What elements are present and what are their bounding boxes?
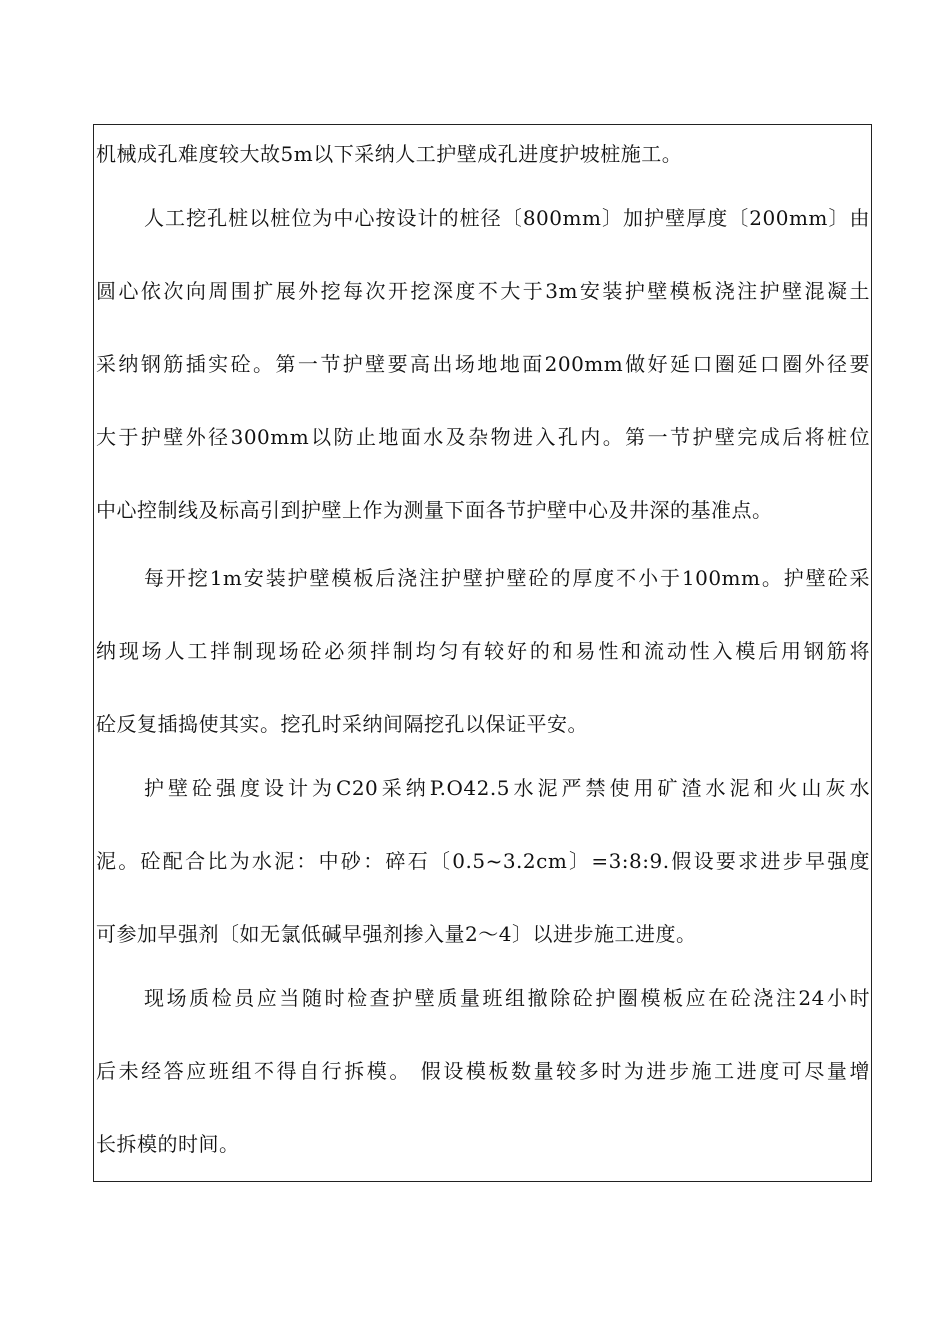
text-line: 采纳钢筋插实砼。第一节护壁要高出场地地面200mm做好延口圈延口圈外径要: [96, 352, 870, 376]
text-line: 纳现场人工拌制现场砼必须拌制均匀有较好的和易性和流动性入模后用钢筋将: [96, 639, 870, 663]
paragraph-start-line: 现场质检员应当随时检查护壁质量班组撤除砼护圈模板应在砼浇注24小时: [144, 986, 870, 1010]
text-line: 中心控制线及标高引到护壁上作为测量下面各节护壁中心及井深的基准点。: [96, 498, 773, 522]
paragraph-start-line: 人工挖孔桩以桩位为中心按设计的桩径〔800mm〕加护壁厚度〔200mm〕由: [144, 206, 870, 230]
text-line: 圆心依次向周围扩展外挖每次开挖深度不大于3m安装护壁模板浇注护壁混凝土: [96, 279, 870, 303]
text-line: 可参加早强剂〔如无氯低碱早强剂掺入量2～4〕以进步施工进度。: [96, 922, 697, 946]
paragraph-start-line: 护壁砼强度设计为C20采纳P.O42.5水泥严禁使用矿渣水泥和火山灰水: [144, 776, 870, 800]
text-line: 砼反复插捣使其实。挖孔时采纳间隔挖孔以保证平安。: [96, 712, 588, 736]
text-line: 大于护壁外径300mm以防止地面水及杂物进入孔内。第一节护壁完成后将桩位: [96, 425, 870, 449]
text-line: 机械成孔难度较大故5m以下采纳人工护壁成孔进度护坡桩施工。: [96, 142, 683, 166]
text-line: 长拆模的时间。: [96, 1132, 240, 1156]
paragraph-start-line: 每开挖1m安装护壁模板后浇注护壁护壁砼的厚度不小于100mm。护壁砼采: [144, 566, 870, 590]
text-line: 泥。砼配合比为水泥：中砂：碎石〔0.5~3.2cm〕=3:8:9.假设要求进步早强度: [96, 849, 870, 873]
text-line: 后未经答应班组不得自行拆模。 假设模板数量较多时为进步施工进度可尽量增: [96, 1059, 870, 1083]
